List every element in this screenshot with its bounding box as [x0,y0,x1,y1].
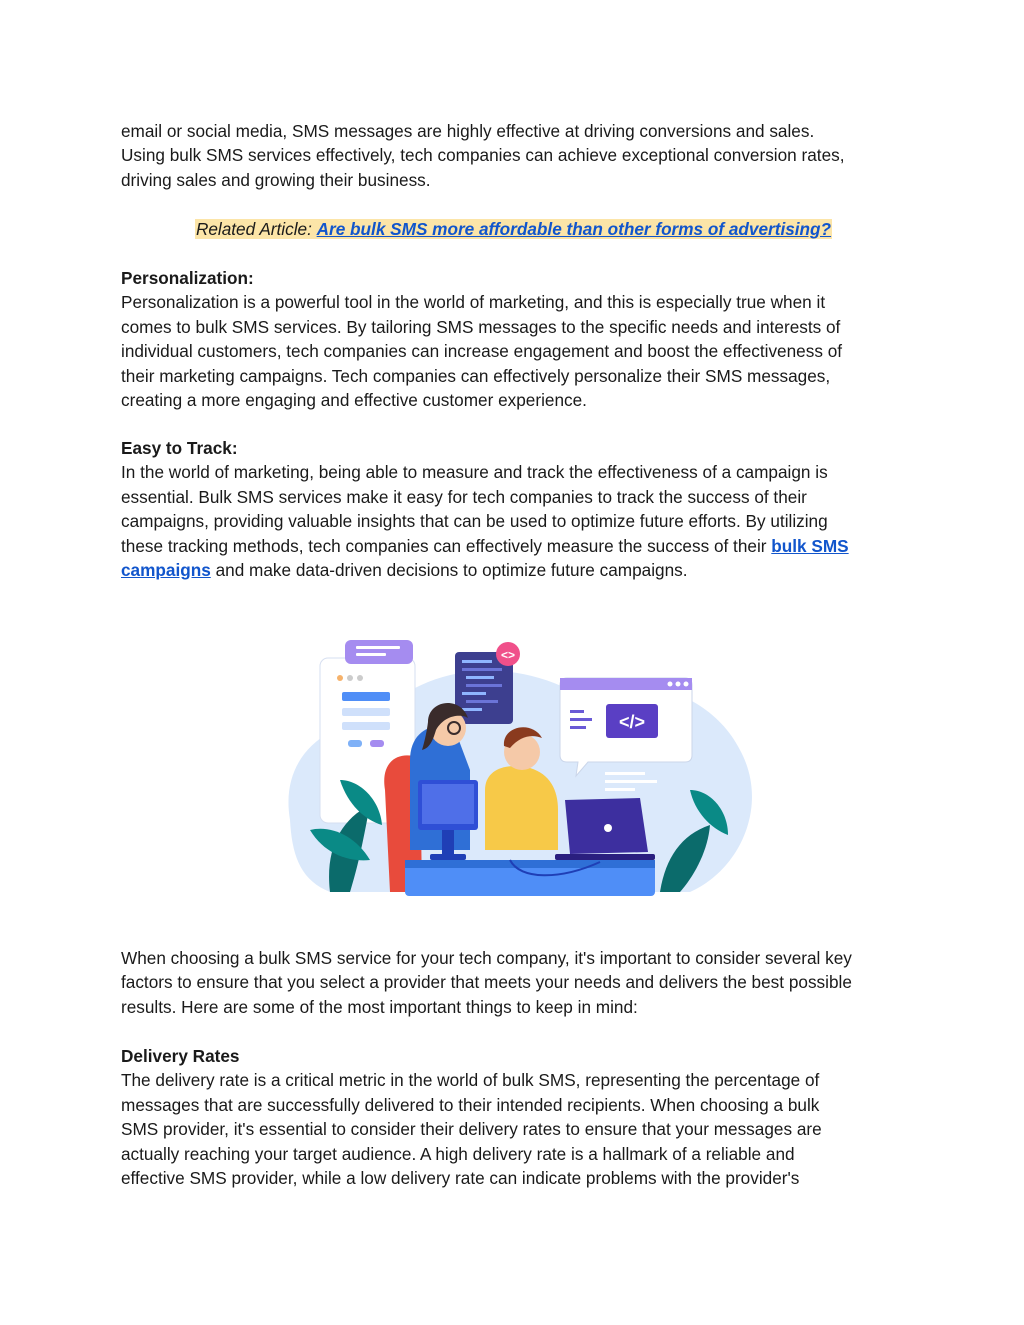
paragraph-line: results. Here are some of the most important things to keep in mind: [121,996,638,1017]
code-badge-label: <> [500,648,516,662]
intro-paragraph [121,119,906,192]
related-article-link[interactable]: Are bulk SMS more affordable than other forms of advertising? [316,219,832,239]
intro-line: email or social media, SMS messages are highly effective at driving conversions and sales. [121,121,815,141]
line-text: these tracking methods, tech companies can effectively measure the success of their [121,535,772,556]
screen-code-label: </> [618,712,646,732]
team-coding-illustration [270,630,754,906]
paragraph-line: individual customers, tech companies can increase engagement and boost the effectiveness of [121,341,843,362]
paragraph-line: The delivery rate is a critical metric in the world of bulk SMS, representing the percentage of [121,1070,820,1091]
paragraph-line: factors to ensure that you select a provider that meets your needs and delivers the best possible [121,972,852,993]
paragraph-line [121,534,906,558]
choosing-paragraph [121,946,906,1019]
paragraph-line: SMS provider, it's essential to consider their delivery rates to ensure that your messages are [121,1119,822,1140]
paragraph-line: campaigns, providing valuable insights that can be used to optimize future efforts. By utilizing [121,511,828,532]
paragraph-line: essential. Bulk SMS services make it easy for tech companies to track the success of their [121,486,807,507]
section-heading: Delivery Rates [121,1046,240,1066]
paragraph-line: their marketing campaigns. Tech companies can effectively personalize their SMS messages, [121,365,831,386]
intro-line: driving sales and growing their business. [121,169,431,190]
paragraph-line [121,558,906,582]
paragraph-line: Personalization is a powerful tool in the world of marketing, and this is especially true when it [121,292,826,313]
section-heading: Easy to Track: [121,438,238,458]
bulk-sms-campaigns-link-cont[interactable]: campaigns [121,560,211,581]
paragraph-line: In the world of marketing, being able to measure and track the effectiveness of a campaign is [121,462,828,483]
paragraph-line: When choosing a bulk SMS service for your tech company, it's important to consider several key [121,948,852,968]
section-heading: Personalization: [121,268,254,288]
delivery-rates-section [121,1044,906,1190]
related-article-highlight [195,219,832,239]
paragraph-line: creating a more engaging and effective customer experience. [121,390,587,411]
related-article [121,217,906,241]
bulk-sms-campaigns-link[interactable]: bulk SMS [771,535,849,556]
personalization-section [121,266,906,412]
easy-to-track-section [121,436,906,582]
paragraph-line: effective SMS provider, while a low delivery rate can indicate problems with the provider's [121,1168,800,1189]
line-text: and make data-driven decisions to optimize future campaigns. [210,560,688,581]
paragraph-line: actually reaching your target audience. A high delivery rate is a hallmark of a reliable and [121,1143,795,1164]
intro-line: Using bulk SMS services effectively, tech companies can achieve exceptional conversion rates, [121,145,845,166]
paragraph-line: comes to bulk SMS services. By tailoring SMS messages to the specific needs and interests of [121,316,841,337]
paragraph-line: messages that are successfully delivered to their intended recipients. When choosing a bulk [121,1094,820,1115]
related-article-prefix: Related Article: [195,219,312,239]
